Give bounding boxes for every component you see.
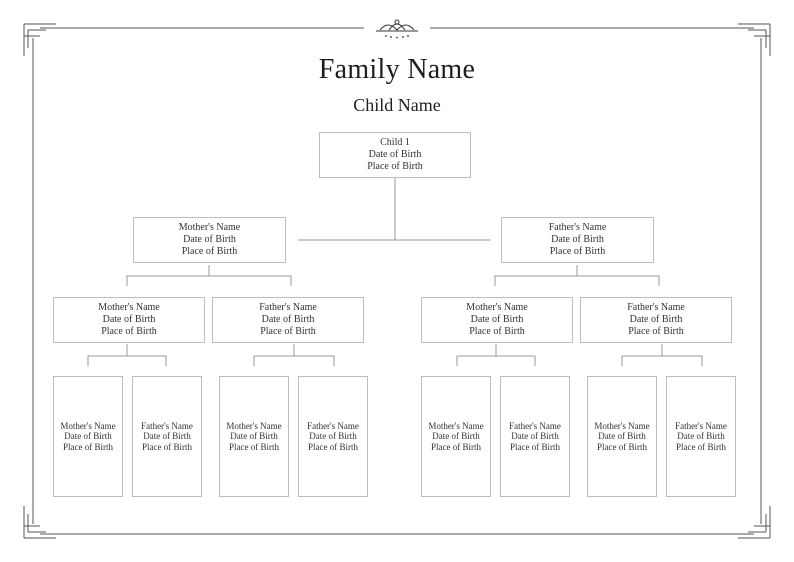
grandparent-box [212, 297, 364, 343]
mother-pob: Place of Birth [181, 246, 238, 257]
great-grandparent-dob: Date of Birth [677, 431, 725, 442]
great-grandparent-pob: Place of Birth [431, 441, 481, 452]
great-grandparent-box [219, 376, 289, 497]
grandparent-pob: Place of Birth [260, 326, 316, 337]
great-grandparent-name: Mother's Name [226, 420, 282, 431]
great-grandparent-name: Mother's Name [428, 420, 484, 431]
great-grandparent-name: Father's Name [141, 420, 193, 431]
child-dob: Date of Birth [368, 149, 422, 160]
grandparent-dob: Date of Birth [629, 314, 683, 325]
great-grandparent-box [298, 376, 368, 497]
grandparent-box [580, 297, 732, 343]
great-grandparent-dob: Date of Birth [64, 431, 112, 442]
grandparent-name: Father's Name [627, 302, 685, 313]
great-grandparent-box [500, 376, 570, 497]
grandparent-pob: Place of Birth [469, 326, 525, 337]
great-grandparent-dob: Date of Birth [598, 431, 646, 442]
great-grandparent-box [53, 376, 123, 497]
great-grandparent-dob: Date of Birth [432, 431, 480, 442]
great-grandparent-name: Mother's Name [60, 420, 116, 431]
great-grandparent-box [666, 376, 736, 497]
grandparent-dob: Date of Birth [261, 314, 315, 325]
great-grandparent-name: Father's Name [307, 420, 359, 431]
father-name: Father's Name [548, 222, 607, 233]
child-name-subtitle: Child Name [353, 95, 441, 115]
great-grandparent-box [421, 376, 491, 497]
grandparent-name: Father's Name [259, 302, 317, 313]
grandparent-box [53, 297, 205, 343]
father-pob: Place of Birth [549, 246, 606, 257]
great-grandparent-name: Mother's Name [594, 420, 650, 431]
great-grandparent-dob: Date of Birth [143, 431, 191, 442]
grandparent-name: Mother's Name [98, 302, 160, 313]
child-name: Child 1 [380, 137, 410, 148]
great-grandparent-box [132, 376, 202, 497]
great-grandparent-dob: Date of Birth [230, 431, 278, 442]
grandparent-box [421, 297, 573, 343]
child-box [319, 132, 471, 178]
grandparent-dob: Date of Birth [102, 314, 156, 325]
grandparent-dob: Date of Birth [470, 314, 524, 325]
great-grandparent-name: Father's Name [675, 420, 727, 431]
great-grandparent-name: Father's Name [509, 420, 561, 431]
great-grandparent-pob: Place of Birth [142, 441, 192, 452]
great-grandparent-pob: Place of Birth [229, 441, 279, 452]
father-box [501, 217, 654, 263]
grandparent-pob: Place of Birth [101, 326, 157, 337]
great-grandparent-pob: Place of Birth [676, 441, 726, 452]
great-grandparent-pob: Place of Birth [63, 441, 113, 452]
great-grandparent-pob: Place of Birth [510, 441, 560, 452]
mother-dob: Date of Birth [183, 234, 236, 245]
grandparent-name: Mother's Name [466, 302, 528, 313]
mother-box [133, 217, 286, 263]
grandparent-pob: Place of Birth [628, 326, 684, 337]
great-grandparent-pob: Place of Birth [597, 441, 647, 452]
great-grandparent-box [587, 376, 657, 497]
family-name-title: Family Name [318, 54, 476, 85]
great-grandparent-dob: Date of Birth [511, 431, 559, 442]
mother-name: Mother's Name [178, 222, 241, 233]
child-pob: Place of Birth [367, 161, 423, 172]
great-grandparent-dob: Date of Birth [309, 431, 357, 442]
father-dob: Date of Birth [551, 234, 604, 245]
great-grandparent-pob: Place of Birth [308, 441, 358, 452]
